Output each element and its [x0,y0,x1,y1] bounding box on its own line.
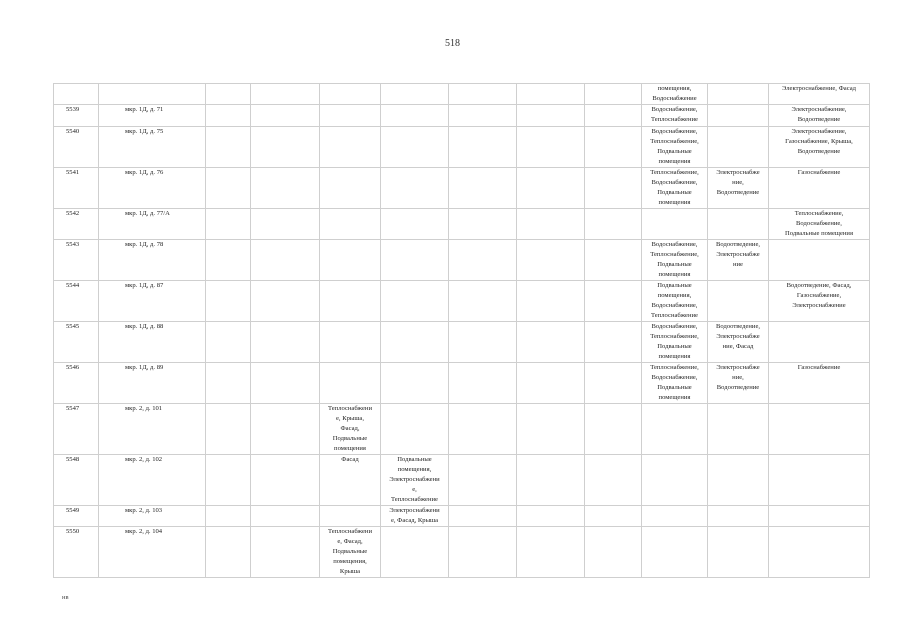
work-type-cell [449,105,517,127]
row-number-cell: 5549 [54,506,99,527]
works-schedule-table [53,83,870,578]
work-type-cell [449,455,517,506]
cell-line: Подвальные [657,261,692,268]
cell-line: ние, [732,374,744,381]
work-type-cell [251,168,320,209]
work-type-cell [449,322,517,363]
cell-line: Теплоснабжение, [794,210,844,217]
table-row [54,105,870,127]
cell-line: Газоснабжение [797,169,841,176]
address-cell: мкр. 2, д. 101 [99,404,206,455]
work-type-cell [642,127,708,168]
work-type-cell [642,281,708,322]
work-type-cell [381,322,449,363]
work-type-cell [251,404,320,455]
cell-line: помещения [658,353,691,360]
cell-line: помещения, [397,466,432,473]
cell-line: помещения [334,445,366,452]
page-number: 518 [445,38,460,49]
address-cell: мкр. 2, д. 104 [99,527,206,578]
work-type-cell [206,84,251,105]
work-type-cell [769,404,870,455]
cell-line: Электроснабже [716,333,760,340]
work-type-cell [449,84,517,105]
work-type-cell [585,84,642,105]
work-type-cell [708,209,769,240]
work-type-cell [320,281,381,322]
row-number-cell: 5545 [54,322,99,363]
cell-line: Водоснабжение, [651,323,698,330]
work-type-cell [585,105,642,127]
cell-line: Теплоснабжение [391,496,438,503]
cell-line: Водоотведение [716,384,760,391]
cell-line: Водоснабжение, [651,374,698,381]
cell-line: Электроснабже [716,169,760,176]
row-number-cell: 5544 [54,281,99,322]
cell-line: Газоснабжение, Крыша, [785,138,853,145]
cell-line: Подвальные [657,384,692,391]
table-row [54,240,870,281]
work-type-cell [206,527,251,578]
table-row [54,363,870,404]
cell-line: помещения [658,199,691,206]
cell-line: Фасад [341,456,359,463]
cell-line: Подвальные [657,343,692,350]
table-row [54,127,870,168]
address-cell: мкр. 1Д, д. 71 [99,105,206,127]
cell-line: Подвальные [657,148,692,155]
cell-line: Водоотведение [797,116,841,123]
work-type-cell [517,281,585,322]
work-type-cell [381,281,449,322]
cell-line: Теплоснабжение, [650,251,699,258]
work-type-cell [517,506,585,527]
footer-mark: нв [62,594,69,601]
work-type-cell [381,105,449,127]
work-type-cell [251,363,320,404]
work-type-cell [320,404,381,455]
work-type-cell [769,527,870,578]
work-type-cell [769,281,870,322]
work-type-cell [517,84,585,105]
cell-line: Теплоснабжение, [650,138,699,145]
work-type-cell [708,363,769,404]
work-type-cell [449,209,517,240]
work-type-cell [320,506,381,527]
work-type-cell [206,209,251,240]
cell-line: Теплоснабжение, [650,169,699,176]
work-type-cell [642,506,708,527]
cell-line: помещения [658,158,691,165]
work-type-cell [381,240,449,281]
work-type-cell [449,168,517,209]
work-type-cell [769,455,870,506]
work-type-cell [381,506,449,527]
work-type-cell [708,105,769,127]
cell-line: Электроснабжение, Фасад [782,85,856,92]
work-type-cell [642,363,708,404]
row-number-cell: 5543 [54,240,99,281]
cell-line: Электроснабжени [389,507,440,514]
cell-line: Подвальные [332,435,368,442]
work-type-cell [251,281,320,322]
work-type-cell [769,84,870,105]
work-type-cell [449,281,517,322]
work-type-cell [320,209,381,240]
work-type-cell [585,363,642,404]
address-cell: мкр. 1Д, д. 89 [99,363,206,404]
work-type-cell [769,168,870,209]
work-type-cell [769,127,870,168]
cell-line: Теплоснабжение, [650,333,699,340]
row-number-cell: 5550 [54,527,99,578]
work-type-cell [642,168,708,209]
work-type-cell [449,363,517,404]
address-cell: мкр. 1Д, д. 88 [99,322,206,363]
work-type-cell [320,84,381,105]
work-type-cell [206,404,251,455]
row-number-cell: 5548 [54,455,99,506]
work-type-cell [517,322,585,363]
cell-line: Водоснабжение, [651,106,698,113]
work-type-cell [708,506,769,527]
work-type-cell [585,240,642,281]
work-type-cell [251,527,320,578]
work-type-cell [381,127,449,168]
cell-line: е, Фасад, Крыша [390,517,439,524]
cell-line: Электроснабжение [792,302,846,309]
cell-line: Подвальные [657,189,692,196]
row-number-cell: 5539 [54,105,99,127]
cell-line: помещения, [333,558,367,565]
cell-line: Газоснабжение, [796,292,842,299]
table-row [54,506,870,527]
cell-line: Крыша [339,568,361,575]
work-type-cell [708,404,769,455]
cell-line: Подвальные помещения [785,230,853,237]
work-type-cell [708,281,769,322]
work-type-cell [320,363,381,404]
work-type-cell [206,105,251,127]
row-number-cell: 5541 [54,168,99,209]
work-type-cell [206,127,251,168]
work-type-cell [769,240,870,281]
cell-line: Электроснабже [716,364,760,371]
work-type-cell [206,322,251,363]
cell-line: ние [733,261,743,268]
work-type-cell [585,281,642,322]
table-row [54,322,870,363]
work-type-cell [381,455,449,506]
work-type-cell [769,363,870,404]
work-type-cell [251,240,320,281]
cell-line: помещения, [657,292,692,299]
work-type-cell [642,105,708,127]
table-row [54,209,870,240]
cell-line: Водоснабжение, [651,302,698,309]
cell-line: помещения, [657,85,692,92]
cell-line: Водоотведение, [715,323,761,330]
cell-line: е, Фасад, [337,538,363,545]
work-type-cell [585,127,642,168]
table-row [54,84,870,105]
work-type-cell [642,527,708,578]
work-type-cell [320,168,381,209]
work-type-cell [251,105,320,127]
cell-line: Теплоснабжение [651,116,698,123]
cell-line: Водоотведение [797,148,841,155]
work-type-cell [381,404,449,455]
work-type-cell [585,527,642,578]
work-type-cell [251,506,320,527]
work-type-cell [381,527,449,578]
address-cell: мкр. 1Д, д. 75 [99,127,206,168]
cell-line: Фасад, [340,425,360,432]
work-type-cell [517,209,585,240]
work-type-cell [449,127,517,168]
work-type-cell [320,240,381,281]
cell-line: Теплоснабжени [327,405,372,412]
work-type-cell [517,455,585,506]
cell-line: Электроснабже [716,251,760,258]
work-type-cell [517,363,585,404]
work-type-cell [517,105,585,127]
address-cell [99,84,206,105]
work-type-cell [642,84,708,105]
cell-line: Подвальные [332,548,368,555]
row-number-cell [54,84,99,105]
cell-line: Газоснабжение [797,364,841,371]
table-body [54,84,870,578]
work-type-cell [585,322,642,363]
work-type-cell [206,506,251,527]
work-type-cell [708,84,769,105]
cell-line: Теплоснабжение, [650,364,699,371]
work-type-cell [320,127,381,168]
address-cell: мкр. 1Д, д. 78 [99,240,206,281]
address-cell: мкр. 1Д, д. 87 [99,281,206,322]
work-type-cell [206,363,251,404]
cell-line: Водоотведение, Фасад, [786,282,852,289]
work-type-cell [206,455,251,506]
work-type-cell [320,322,381,363]
table-row [54,527,870,578]
work-type-cell [449,240,517,281]
work-type-cell [769,322,870,363]
cell-line: Электроснабжение, [791,106,847,113]
cell-line: Водоснабжение, [651,241,698,248]
row-number-cell: 5546 [54,363,99,404]
work-type-cell [517,404,585,455]
work-type-cell [642,240,708,281]
cell-line: е, [412,486,417,493]
address-cell: мкр. 1Д, д. 76 [99,168,206,209]
work-type-cell [381,84,449,105]
cell-line: Водоснабжение, [651,179,698,186]
work-type-cell [251,127,320,168]
work-type-cell [449,404,517,455]
work-type-cell [585,404,642,455]
cell-line: Электроснабжение, [791,128,847,135]
work-type-cell [449,506,517,527]
work-type-cell [320,527,381,578]
work-type-cell [769,506,870,527]
work-type-cell [251,322,320,363]
work-type-cell [381,209,449,240]
address-cell: мкр. 2, д. 103 [99,506,206,527]
work-type-cell [708,168,769,209]
cell-line: Электроснабжени [389,476,440,483]
work-type-cell [251,455,320,506]
cell-line: помещения [658,271,691,278]
work-type-cell [206,168,251,209]
work-type-cell [517,240,585,281]
work-type-cell [449,527,517,578]
cell-line: помещения [658,394,691,401]
work-type-cell [251,84,320,105]
cell-line: Водоснабжение [652,95,697,102]
work-type-cell [320,105,381,127]
work-type-cell [585,209,642,240]
cell-line: Подвальные [657,282,692,289]
address-cell: мкр. 1Д, д. 77/А [99,209,206,240]
work-type-cell [517,168,585,209]
work-type-cell [708,322,769,363]
work-type-cell [585,168,642,209]
work-type-cell [642,209,708,240]
table-row [54,281,870,322]
cell-line: ние, [732,179,744,186]
work-type-cell [517,127,585,168]
row-number-cell: 5540 [54,127,99,168]
work-type-cell [206,281,251,322]
cell-line: Подвальные [397,456,432,463]
work-type-cell [642,455,708,506]
work-type-cell [251,209,320,240]
work-type-cell [708,127,769,168]
row-number-cell: 5547 [54,404,99,455]
cell-line: Водоотведение, [715,241,761,248]
work-type-cell [585,455,642,506]
work-type-cell [769,209,870,240]
work-type-cell [381,363,449,404]
row-number-cell: 5542 [54,209,99,240]
work-type-cell [708,527,769,578]
work-type-cell [708,455,769,506]
cell-line: ние, Фасад [722,343,754,350]
address-cell: мкр. 2, д. 102 [99,455,206,506]
work-type-cell [708,240,769,281]
table-row [54,455,870,506]
work-type-cell [769,105,870,127]
work-type-cell [517,527,585,578]
cell-line: Водоснабжение, [796,220,842,227]
work-type-cell [585,506,642,527]
work-type-cell [642,404,708,455]
table-row [54,404,870,455]
cell-line: е, Крыша, [335,415,364,422]
work-type-cell [381,168,449,209]
cell-line: Теплоснабжени [327,528,372,535]
work-type-cell [206,240,251,281]
work-type-cell [642,322,708,363]
cell-line: Водоотведение [716,189,760,196]
work-type-cell [320,455,381,506]
cell-line: Теплоснабжение [651,312,698,319]
cell-line: Водоснабжение, [651,128,698,135]
table-row [54,168,870,209]
